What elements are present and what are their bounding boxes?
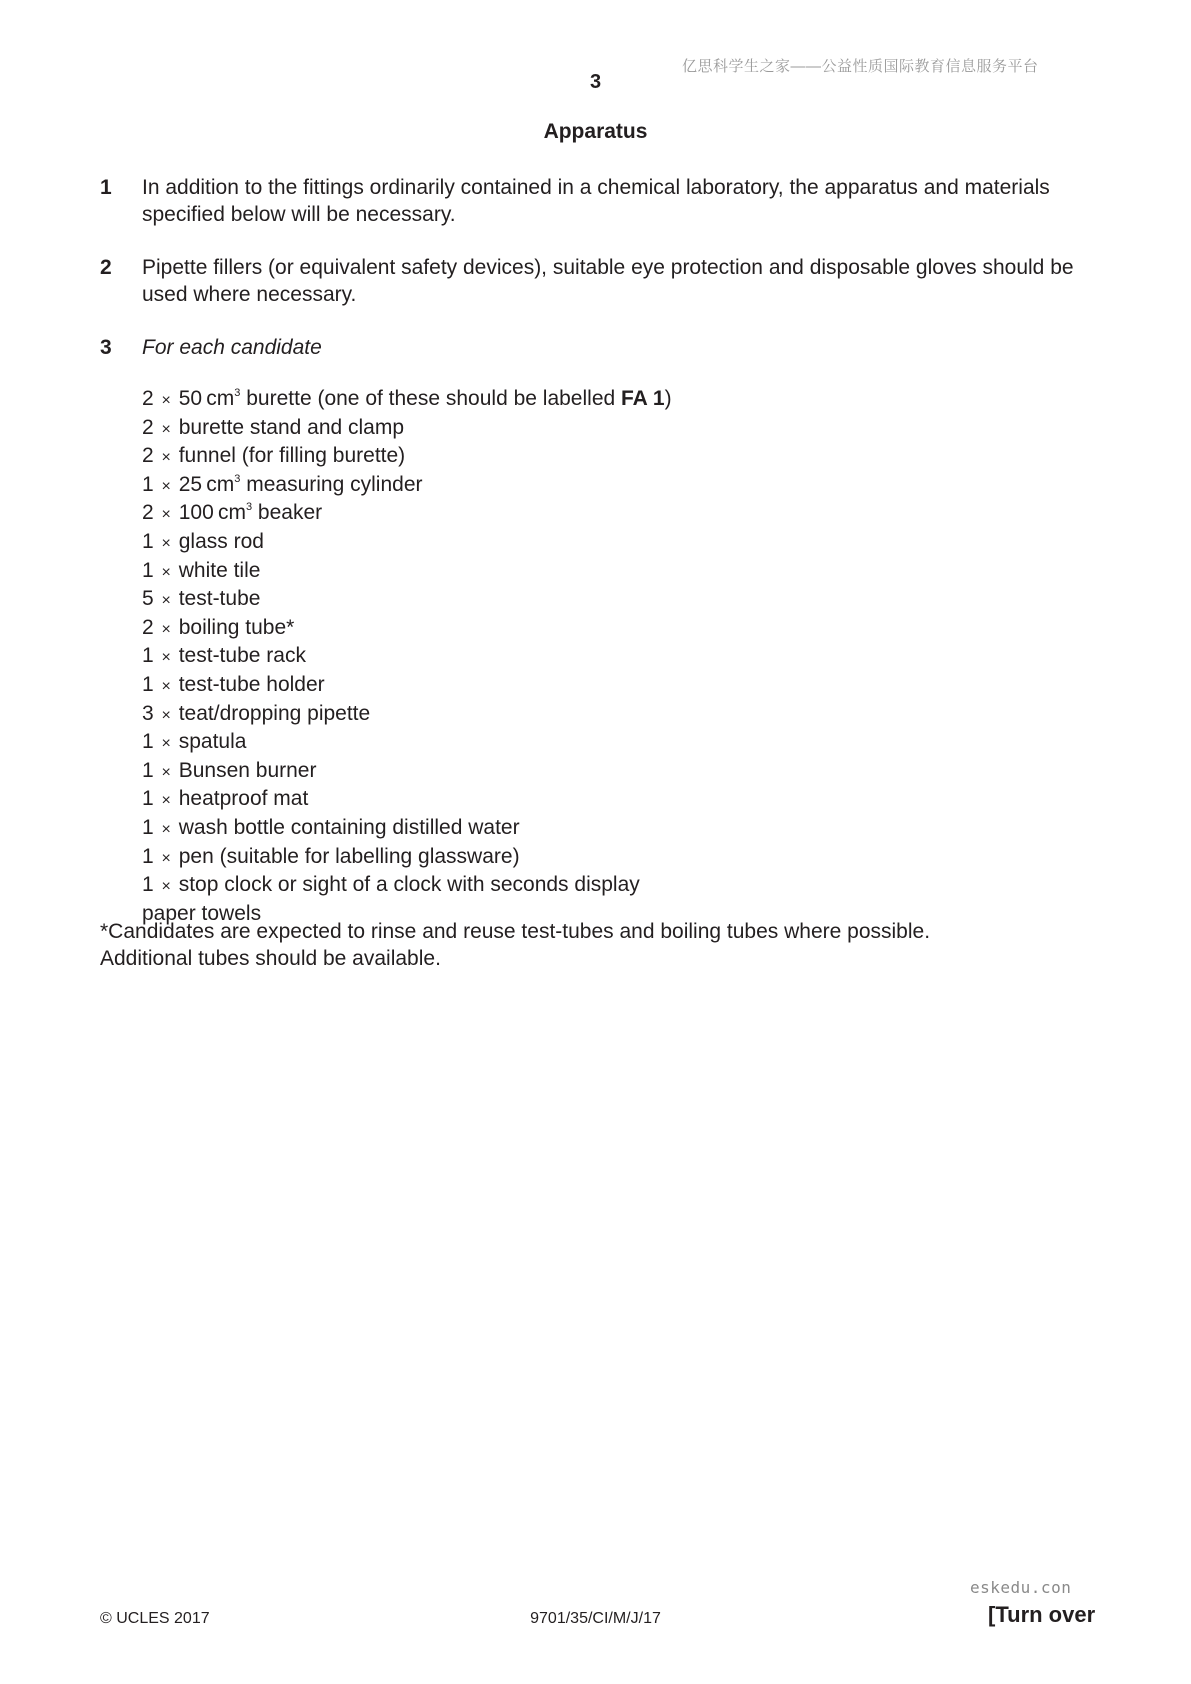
apparatus-item xyxy=(142,701,672,730)
item-description: wash bottle containing distilled water xyxy=(178,815,520,839)
times-symbol: × xyxy=(161,592,171,610)
item-label-bold: FA 1 xyxy=(621,387,665,410)
item-description: boiling tube* xyxy=(178,615,295,639)
paragraph-number: 3 xyxy=(100,336,112,359)
apparatus-item xyxy=(142,500,672,529)
apparatus-item xyxy=(142,758,672,787)
item-quantity: 2 xyxy=(142,501,154,525)
superscript: 3 xyxy=(234,472,241,485)
item-quantity: 1 xyxy=(142,787,154,811)
watermark-header: 亿思科学生之家——公益性质国际教育信息服务平台 xyxy=(682,58,1039,75)
apparatus-item xyxy=(142,472,672,501)
item-quantity: 1 xyxy=(142,472,154,496)
item-quantity: 2 xyxy=(142,415,154,439)
item-description: glass rod xyxy=(178,529,264,553)
apparatus-item xyxy=(142,386,672,415)
apparatus-item xyxy=(142,872,672,901)
item-description: test-tube xyxy=(178,587,261,611)
item-description: heatproof mat xyxy=(178,787,309,811)
item-quantity: 1 xyxy=(142,758,154,782)
item-description: beaker xyxy=(252,501,323,525)
apparatus-item xyxy=(142,529,672,558)
paragraph-2 xyxy=(100,254,1100,308)
superscript: 3 xyxy=(245,501,253,514)
item-quantity: 5 xyxy=(142,587,154,611)
apparatus-item xyxy=(142,815,672,844)
apparatus-item xyxy=(142,558,672,587)
item-quantity: 1 xyxy=(142,873,154,897)
times-symbol: × xyxy=(161,506,171,524)
item-quantity: 2 xyxy=(142,444,154,468)
times-symbol: × xyxy=(161,563,171,581)
times-symbol: × xyxy=(161,735,171,753)
apparatus-item xyxy=(142,643,672,672)
item-description: 100 cm xyxy=(178,501,246,525)
paragraph-number: 2 xyxy=(100,256,112,279)
copyright: © UCLES 2017 xyxy=(100,1610,210,1627)
item-description: 50 cm xyxy=(178,387,235,410)
item-description: ) xyxy=(664,387,672,410)
item-description: test-tube rack xyxy=(178,644,306,668)
item-quantity: 1 xyxy=(142,672,154,696)
item-description: stop clock or sight of a clock with seconds display xyxy=(178,873,640,897)
item-description: white tile xyxy=(178,558,261,582)
item-quantity: 1 xyxy=(142,558,154,582)
item-description: teat/dropping pipette xyxy=(178,701,371,725)
paragraph-text: For each candidate xyxy=(142,336,322,359)
times-symbol: × xyxy=(161,449,171,467)
item-quantity: 1 xyxy=(142,844,154,868)
apparatus-item xyxy=(142,615,672,644)
item-description: pen (suitable for labelling glassware) xyxy=(178,844,520,868)
times-symbol: × xyxy=(161,763,171,781)
times-symbol: × xyxy=(161,878,171,896)
footnote-line: Additional tubes should be available. xyxy=(100,947,441,970)
times-symbol: × xyxy=(161,420,171,438)
paragraph-1 xyxy=(100,174,1100,228)
turn-over: [Turn over xyxy=(988,1602,1096,1627)
apparatus-item xyxy=(142,672,672,701)
apparatus-item xyxy=(142,729,672,758)
item-description: measuring cylinder xyxy=(240,472,423,496)
paragraph-text: Pipette fillers (or equivalent safety devices), suitable eye protection and disposable gloves should be used where necessary. xyxy=(142,256,1074,306)
paragraph-text: In addition to the fittings ordinarily contained in a chemical laboratory, the apparatus and materials specified below will be necessary. xyxy=(142,176,1050,226)
item-quantity: 1 xyxy=(142,730,154,754)
item-description: paper towels xyxy=(142,901,262,925)
paragraph-number: 1 xyxy=(100,176,112,199)
item-quantity: 2 xyxy=(142,387,154,410)
watermark-footer: eskedu.con xyxy=(970,1578,1072,1597)
times-symbol: × xyxy=(161,792,171,810)
paper-code: 9701/35/CI/M/J/17 xyxy=(530,1610,661,1627)
item-quantity: 2 xyxy=(142,615,154,639)
times-symbol: × xyxy=(161,706,171,724)
item-description: spatula xyxy=(178,730,247,754)
times-symbol: × xyxy=(161,392,171,409)
item-description: burette stand and clamp xyxy=(178,415,405,439)
footnote xyxy=(100,918,930,972)
page-number: 3 xyxy=(589,71,602,93)
apparatus-item xyxy=(142,443,672,472)
times-symbol: × xyxy=(161,677,171,695)
apparatus-item xyxy=(142,586,672,615)
times-symbol: × xyxy=(161,849,171,867)
section-heading: Apparatus xyxy=(543,120,648,143)
item-quantity: 1 xyxy=(142,644,154,668)
item-description: burette (one of these should be labelled xyxy=(240,387,622,410)
times-symbol: × xyxy=(161,820,171,838)
item-description: test-tube holder xyxy=(178,672,325,696)
item-quantity: 1 xyxy=(142,815,154,839)
item-quantity: 3 xyxy=(142,701,154,725)
apparatus-item xyxy=(142,415,672,444)
item-quantity: 1 xyxy=(142,529,154,553)
paragraph-3 xyxy=(100,334,1100,361)
item-description: Bunsen burner xyxy=(178,758,317,782)
times-symbol: × xyxy=(161,477,171,495)
apparatus-list xyxy=(142,386,672,927)
apparatus-item xyxy=(142,786,672,815)
superscript: 3 xyxy=(234,387,241,399)
item-description: 25 cm xyxy=(178,472,235,496)
footnote-line: *Candidates are expected to rinse and reuse test-tubes and boiling tubes where possible. xyxy=(100,920,931,943)
times-symbol: × xyxy=(161,649,171,667)
times-symbol: × xyxy=(161,620,171,638)
times-symbol: × xyxy=(161,534,171,552)
apparatus-item xyxy=(142,844,672,873)
item-description: funnel (for filling burette) xyxy=(178,444,406,468)
